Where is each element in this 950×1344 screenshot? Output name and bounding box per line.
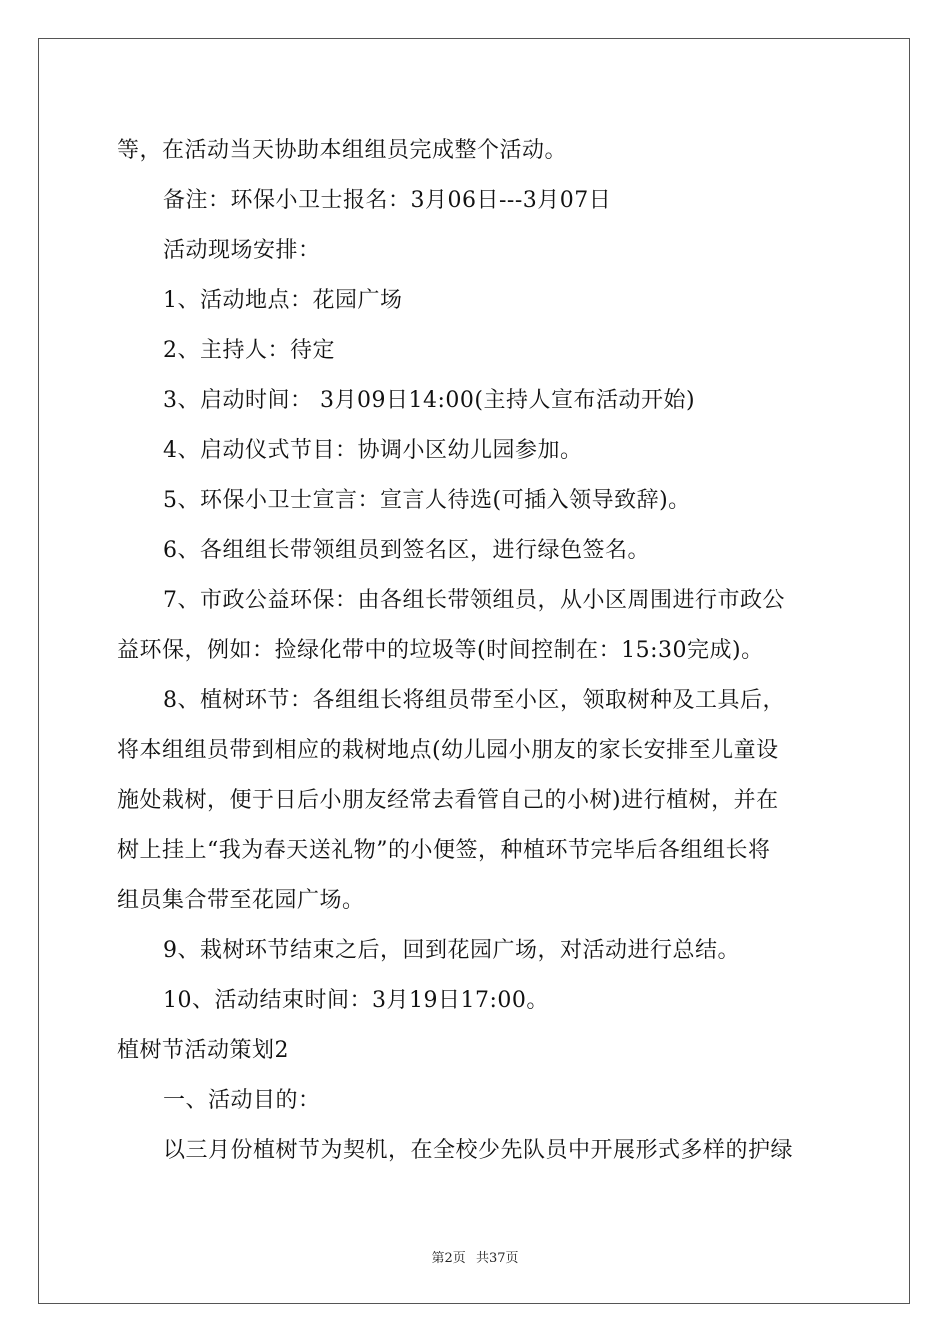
document-body (117, 126, 835, 1176)
text-line: 以三月份植树节为契机，在全校少先队员中开展形式多样的护绿 (163, 1138, 794, 1163)
list-item: 5、环保小卫士宣言：宣言人待选(可插入领导致辞)。 (163, 488, 691, 513)
text-line: 施处栽树，便于日后小朋友经常去看管自己的小树)进行植树，并在 (117, 788, 779, 813)
section-heading: 一、活动目的： (163, 1088, 321, 1113)
text-line: 益环保，例如：捡绿化带中的垃圾等(时间控制在：15:30完成)。 (117, 638, 764, 663)
text-line: 备注：环保小卫士报名：3月06日---3月07日 (163, 188, 612, 213)
list-item: 1、活动地点：花园广场 (163, 288, 403, 313)
text-line: 等，在活动当天协助本组组员完成整个活动。 (117, 138, 568, 163)
text-line: 组员集合带至花园广场。 (117, 888, 365, 913)
list-item: 10、活动结束时间：3月19日17:00。 (163, 988, 549, 1013)
page-number: 第2页 (431, 1251, 466, 1266)
list-item: 6、各组组长带领组员到签名区，进行绿色签名。 (163, 538, 650, 563)
page-total: 共37页 (475, 1251, 519, 1266)
list-item: 9、栽树环节结束之后，回到花园广场，对活动进行总结。 (163, 938, 740, 963)
page-footer (0, 1247, 950, 1266)
list-item: 3、启动时间： 3月09日14:00(主持人宣布活动开始) (163, 388, 696, 413)
section-heading: 活动现场安排： (163, 238, 321, 263)
document-title: 植树节活动策划2 (117, 1038, 289, 1063)
list-item: 7、市政公益环保：由各组长带领组员，从小区周围进行市政公 (163, 588, 785, 613)
text-line: 树上挂上“我为春天送礼物”的小便签，种植环节完毕后各组组长将 (117, 838, 771, 863)
list-item: 8、植树环节：各组组长将组员带至小区，领取树种及工具后， (163, 688, 785, 713)
text-line: 将本组组员带到相应的栽树地点(幼儿园小朋友的家长安排至儿童设 (117, 738, 779, 763)
list-item: 2、主持人：待定 (163, 338, 335, 363)
list-item: 4、启动仪式节目：协调小区幼儿园参加。 (163, 438, 583, 463)
